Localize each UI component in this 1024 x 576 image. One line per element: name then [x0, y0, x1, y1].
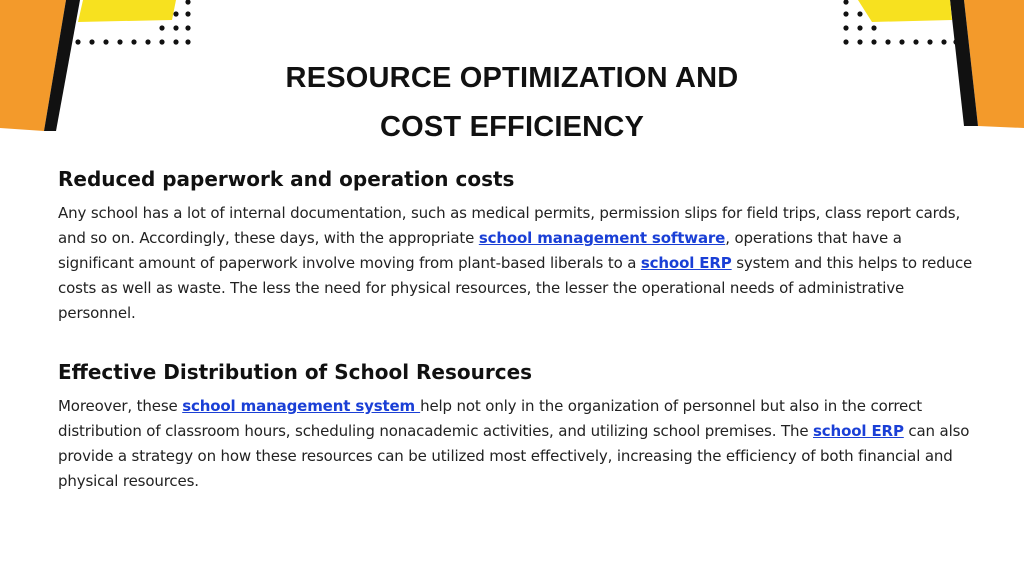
- paragraph-text: help not only in the organization of personnel but also in the correct distribution of classroom hours, scheduling nonacademic activities, and utilizing school premises. The: [58, 397, 922, 440]
- section-paragraph: [58, 394, 973, 494]
- paragraph-text: Moreover, these: [58, 397, 183, 415]
- page-title-line-1: RESOURCE OPTIMIZATION AND: [285, 62, 739, 94]
- dot-grid-right: [843, 0, 958, 45]
- dot-grid-left: [75, 0, 190, 45]
- school-erp-link[interactable]: school ERP: [813, 422, 904, 440]
- paragraph-text: system and this helps to reduce costs as well as waste. The less the need for physical resources, the lesser the operational needs of administrative personnel.: [58, 254, 973, 322]
- section-heading: Effective Distribution of School Resources: [58, 360, 533, 384]
- yellow-note-left: [78, 0, 176, 22]
- section-effective-distribution: [58, 358, 973, 494]
- school-management-system-link[interactable]: school management system: [182, 397, 421, 415]
- school-management-software-link[interactable]: school management software: [478, 229, 726, 247]
- section-paragraph: [58, 201, 973, 326]
- page-title: [0, 54, 1024, 152]
- paragraph-text: can also provide a strategy on how these resources can be utilized most effectively, increasing the efficiency of both financial and physical resources.: [58, 422, 970, 490]
- school-erp-link[interactable]: school ERP: [640, 254, 732, 272]
- yellow-note-right: [858, 0, 952, 22]
- section-heading: Reduced paperwork and operation costs: [58, 167, 515, 191]
- page-title-line-2: COST EFFICIENCY: [379, 111, 644, 143]
- paragraph-text: Any school has a lot of internal documentation, such as medical permits, permission slips for field trips, class report cards, and so on. Accordingly, these days, with the appropriate: [58, 204, 961, 247]
- paragraph-text: , operations that have a significant amount of paperwork involve moving from plant-based liberals to a: [58, 229, 902, 272]
- section-reduced-paperwork: [58, 165, 973, 326]
